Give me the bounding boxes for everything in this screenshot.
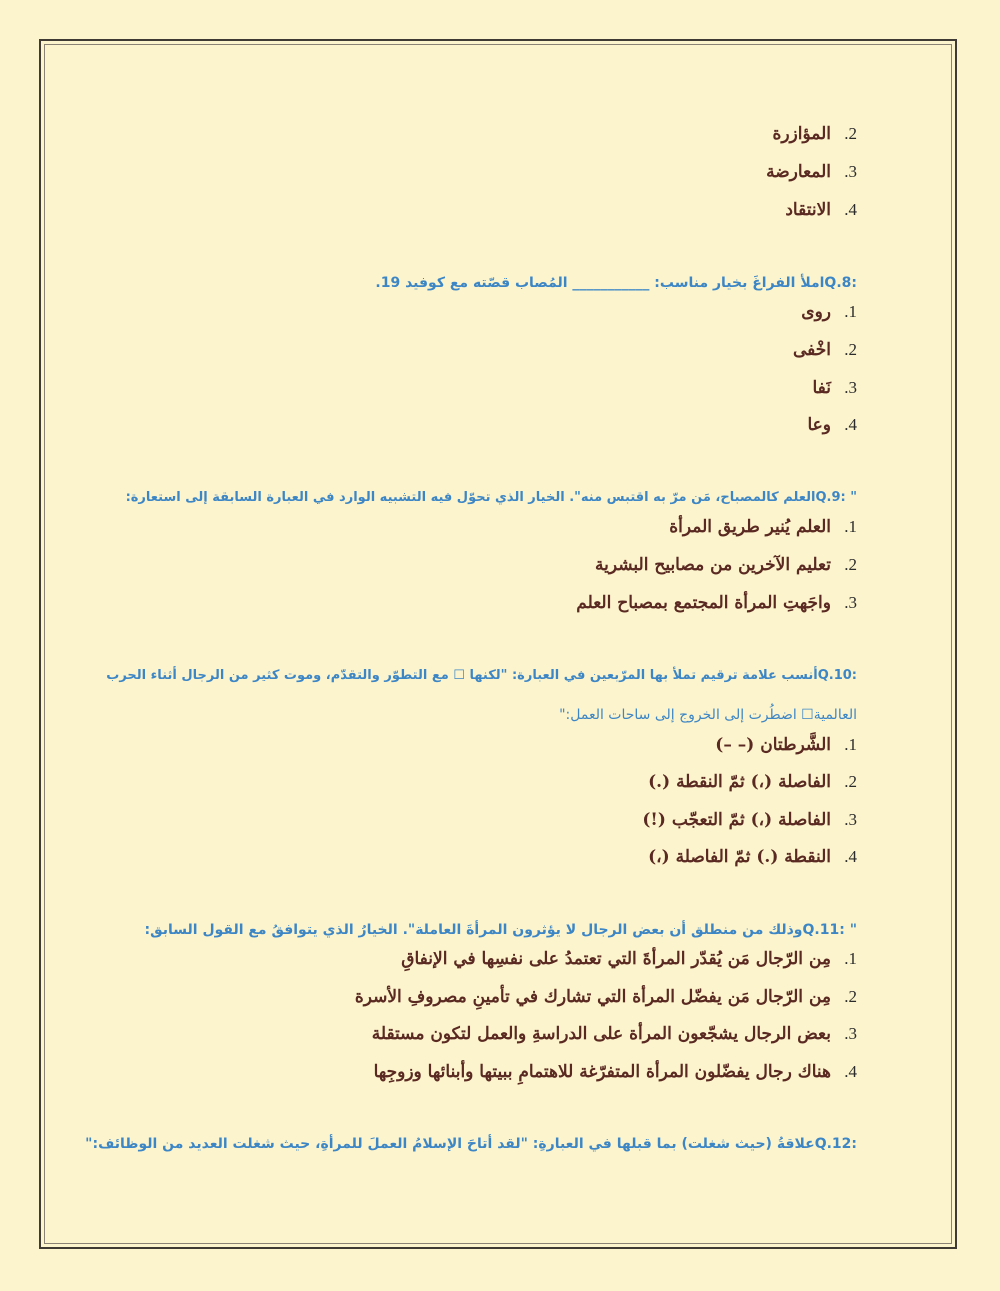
question-text: العلم كالمصباح، مَن مرّ به اقتبس منه". الخيار الذي تحوّل فيه التشبيه الوارد في العبارة السابقة إلى استعارة: [125, 490, 816, 505]
q7-option-3[interactable] [766, 160, 857, 184]
option-number: 4. [844, 200, 857, 219]
q8-option-1[interactable] [801, 300, 857, 324]
q11-option-4[interactable] [374, 1060, 857, 1084]
option-text: النقطة (.) ثمّ الفاصلة (،) [648, 847, 831, 867]
option-text: الشَّرطتان (– –) [715, 735, 831, 755]
option-number: 4. [844, 415, 857, 434]
option-number: 4. [844, 1062, 857, 1081]
q10-option-2[interactable] [648, 770, 857, 794]
option-text: بعض الرجال يشجّعون المرأة على الدراسةِ والعمل لتكون مستقلة [371, 1024, 831, 1044]
option-number: 1. [844, 302, 857, 321]
option-number: 1. [844, 949, 857, 968]
option-text: هناك رجال يفضّلون المرأة المتفرّغة للاهتمامِ ببيتها وأبنائها وزوجِها [373, 1062, 831, 1082]
q11-prompt [145, 919, 857, 941]
question-label: " :Q.9 [815, 490, 857, 505]
q10-option-3[interactable] [642, 808, 857, 832]
option-text: مِن الرّجال مَن يُقدّر المرأةَ التي تعتمدُ على نفسِها في الإنفاقِ [401, 949, 831, 969]
option-number: 2. [844, 340, 857, 359]
option-number: 1. [844, 735, 857, 754]
option-text: اخْفى [792, 340, 831, 360]
option-number: 3. [844, 1024, 857, 1043]
option-number: 2. [844, 555, 857, 574]
option-text: العلم يُنير طريق المرأة [669, 517, 831, 537]
option-text: المؤازرة [772, 124, 831, 144]
question-label: :Q.10 [817, 668, 857, 683]
question-label: :Q.12 [814, 1136, 857, 1152]
option-number: 2. [844, 772, 857, 791]
question-label: " :Q.11 [802, 922, 857, 938]
q12-prompt [85, 1133, 857, 1155]
q9-option-1[interactable] [669, 515, 857, 539]
question-text: علاقةُ (حيث شغلت) بما قبلها في العبارةِ: "لقد أتاحَ الإسلامُ العملَ للمرأةِ، حيث شغلت العديد من الوظائف:" [85, 1136, 815, 1152]
option-text: الانتقاد [785, 200, 831, 220]
q8-prompt [375, 272, 857, 294]
q10-prompt [106, 665, 857, 687]
option-number: 3. [844, 593, 857, 612]
q9-option-2[interactable] [595, 553, 857, 577]
question-text-continued: العالمية☐ اضطُرت إلى الخروج إلى ساحات العمل:" [559, 707, 857, 723]
question-label: :Q.8 [824, 275, 857, 291]
option-text: واجَهتِ المرأة المجتمع بمصباح العلم [576, 593, 831, 613]
option-text: المعارضة [766, 162, 831, 182]
q8-option-3[interactable] [812, 376, 857, 400]
q10-prompt-continued [559, 704, 857, 726]
option-text: نَفا [812, 378, 831, 398]
q9-option-3[interactable] [576, 591, 857, 615]
q10-option-4[interactable] [648, 845, 857, 869]
option-text: مِن الرّجال مَن يفضّل المرأة التي تشارك في تأمينِ مصروفِ الأسرة [354, 987, 831, 1007]
q9-prompt [126, 487, 857, 509]
q7-option-4[interactable] [785, 198, 857, 222]
option-text: تعليم الآخرين من مصابيح البشرية [595, 555, 831, 575]
option-number: 3. [844, 378, 857, 397]
option-text: الفاصلة (،) ثمّ التعجّب (!) [642, 810, 831, 830]
question-text: املأ الفراغَ بخيار مناسب: ___________ المُصاب قصّته مع كوفيد 19. [375, 275, 825, 291]
q11-option-3[interactable] [372, 1022, 857, 1046]
q11-option-1[interactable] [401, 947, 857, 971]
q10-option-1[interactable] [715, 733, 857, 757]
option-number: 3. [844, 810, 857, 829]
option-number: 2. [844, 124, 857, 143]
option-text: وعا [807, 415, 831, 435]
q7-option-2[interactable] [772, 122, 857, 146]
question-text: أنسب علامة ترقيم تملأ بها المرّبعين في العبارة: "لكنها ☐ مع التطوّر والتقدّم، وموت كثير من الرجال أثناء الحرب [106, 668, 818, 683]
q8-option-4[interactable] [807, 413, 857, 437]
option-number: 3. [844, 162, 857, 181]
option-text: روى [801, 302, 831, 322]
q11-option-2[interactable] [355, 985, 857, 1009]
q8-option-2[interactable] [793, 338, 857, 362]
option-number: 4. [844, 847, 857, 866]
option-number: 1. [844, 517, 857, 536]
question-text: وذلك من منطلق أن بعض الرجال لا يؤثرون المرأةَ العاملة". الخيارُ الذي يتوافقُ مع القول السابق: [144, 922, 803, 938]
option-text: الفاصلة (،) ثمّ النقطة (.) [648, 772, 831, 792]
option-number: 2. [844, 987, 857, 1006]
